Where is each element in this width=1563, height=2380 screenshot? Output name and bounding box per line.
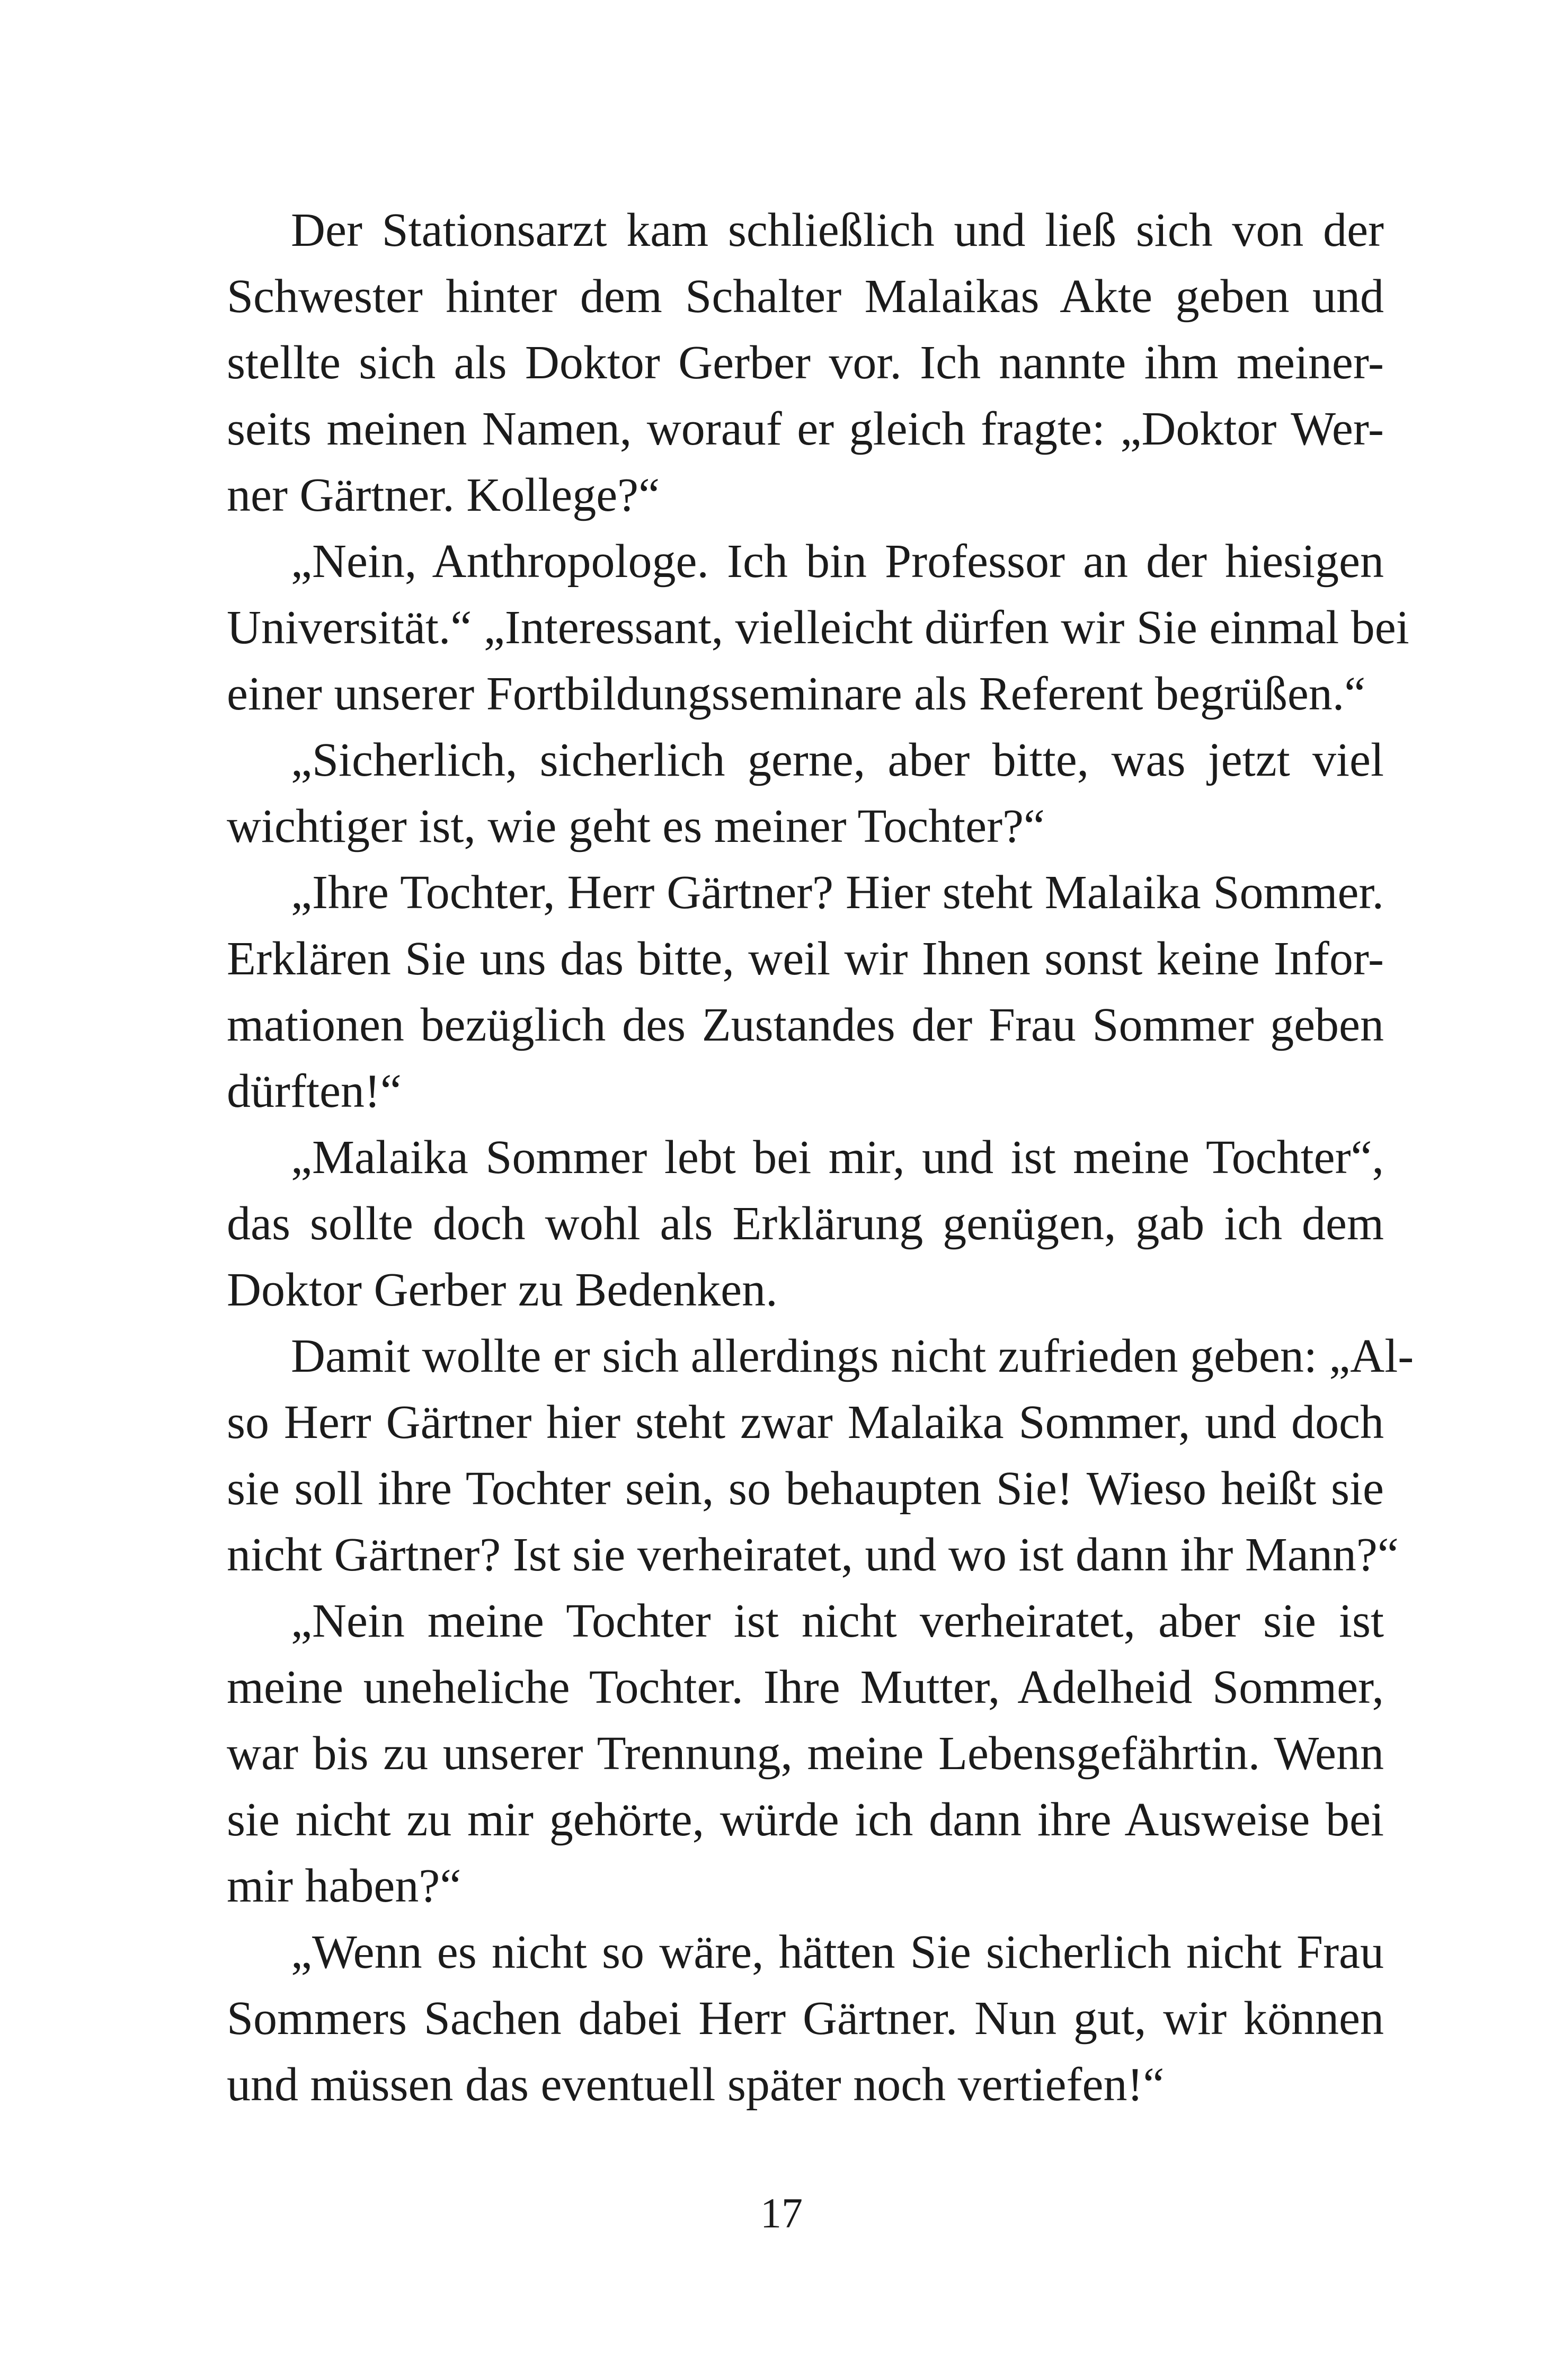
text-line: Der Stationsarzt kam schließlich und ließ sich von der (291, 204, 1384, 256)
paragraph-1 (227, 197, 1384, 528)
text-line: ner Gärtner. Kollege?“ (227, 469, 660, 521)
paragraph-8 (227, 1919, 1384, 2118)
paragraph-7 (227, 1588, 1384, 1919)
paragraph-4 (227, 859, 1384, 1124)
text-line: Doktor Gerber zu Bedenken. (227, 1264, 778, 1316)
text-line: und müssen das eventuell später noch vertiefen!“ (227, 2058, 1165, 2111)
text-line: sie soll ihre Tochter sein, so behaupten Sie! Wieso heißt sie (227, 1462, 1384, 1515)
paragraph-2 (227, 528, 1409, 727)
text-line: seits meinen Namen, worauf er gleich fragte: „Doktor Wer- (227, 403, 1384, 455)
text-line: „Malaika Sommer lebt bei mir, und ist meine Tochter“, (291, 1131, 1384, 1184)
paragraph-6 (227, 1323, 1414, 1588)
text-line: „Wenn es nicht so wäre, hätten Sie sicherlich nicht Frau (291, 1926, 1384, 1978)
text-line: so Herr Gärtner hier steht zwar Malaika Sommer, und doch (227, 1396, 1384, 1449)
text-line: das sollte doch wohl als Erklärung genügen, gab ich dem (227, 1197, 1384, 1250)
text-line: „Nein, Anthropologe. Ich bin Professor an der hiesigen (291, 535, 1384, 588)
text-line: Universität.“ „Interessant, vielleicht dürfen wir Sie einmal bei (227, 601, 1409, 654)
paragraph-3 (227, 727, 1384, 859)
text-line: Damit wollte er sich allerdings nicht zufrieden geben: „Al- (291, 1330, 1414, 1382)
text-line: Erklären Sie uns das bitte, weil wir Ihnen sonst keine Infor- (227, 933, 1384, 985)
text-line: Sommers Sachen dabei Herr Gärtner. Nun gut, wir können (227, 1992, 1384, 2045)
paragraph-5 (227, 1124, 1384, 1323)
text-line: „Nein meine Tochter ist nicht verheiratet, aber sie ist (291, 1595, 1384, 1647)
text-line: nicht Gärtner? Ist sie verheiratet, und wo ist dann ihr Mann?“ (227, 1529, 1399, 1581)
text-line: mir haben?“ (227, 1860, 461, 1912)
text-line: mationen bezüglich des Zustandes der Frau Sommer geben (227, 999, 1384, 1051)
body-text (227, 197, 1414, 2118)
text-line: dürften!“ (227, 1065, 402, 1117)
text-line: sie nicht zu mir gehörte, würde ich dann ihre Ausweise bei (227, 1793, 1384, 1846)
text-line: wichtiger ist, wie geht es meiner Tochter?“ (227, 800, 1045, 852)
text-line: einer unserer Fortbildungsseminare als Referent begrüßen.“ (227, 668, 1366, 720)
text-line: stellte sich als Doktor Gerber vor. Ich nannte ihm meiner- (227, 336, 1384, 389)
page-number: 17 (760, 2190, 803, 2237)
text-line: „Ihre Tochter, Herr Gärtner? Hier steht Malaika Sommer. (291, 866, 1384, 919)
text-line: „Sicherlich, sicherlich gerne, aber bitte, was jetzt viel (291, 734, 1384, 786)
text-line: war bis zu unserer Trennung, meine Lebensgefährtin. Wenn (227, 1727, 1384, 1780)
text-line: meine uneheliche Tochter. Ihre Mutter, Adelheid Sommer, (227, 1661, 1384, 1713)
text-line: Schwester hinter dem Schalter Malaikas Akte geben und (227, 270, 1384, 323)
